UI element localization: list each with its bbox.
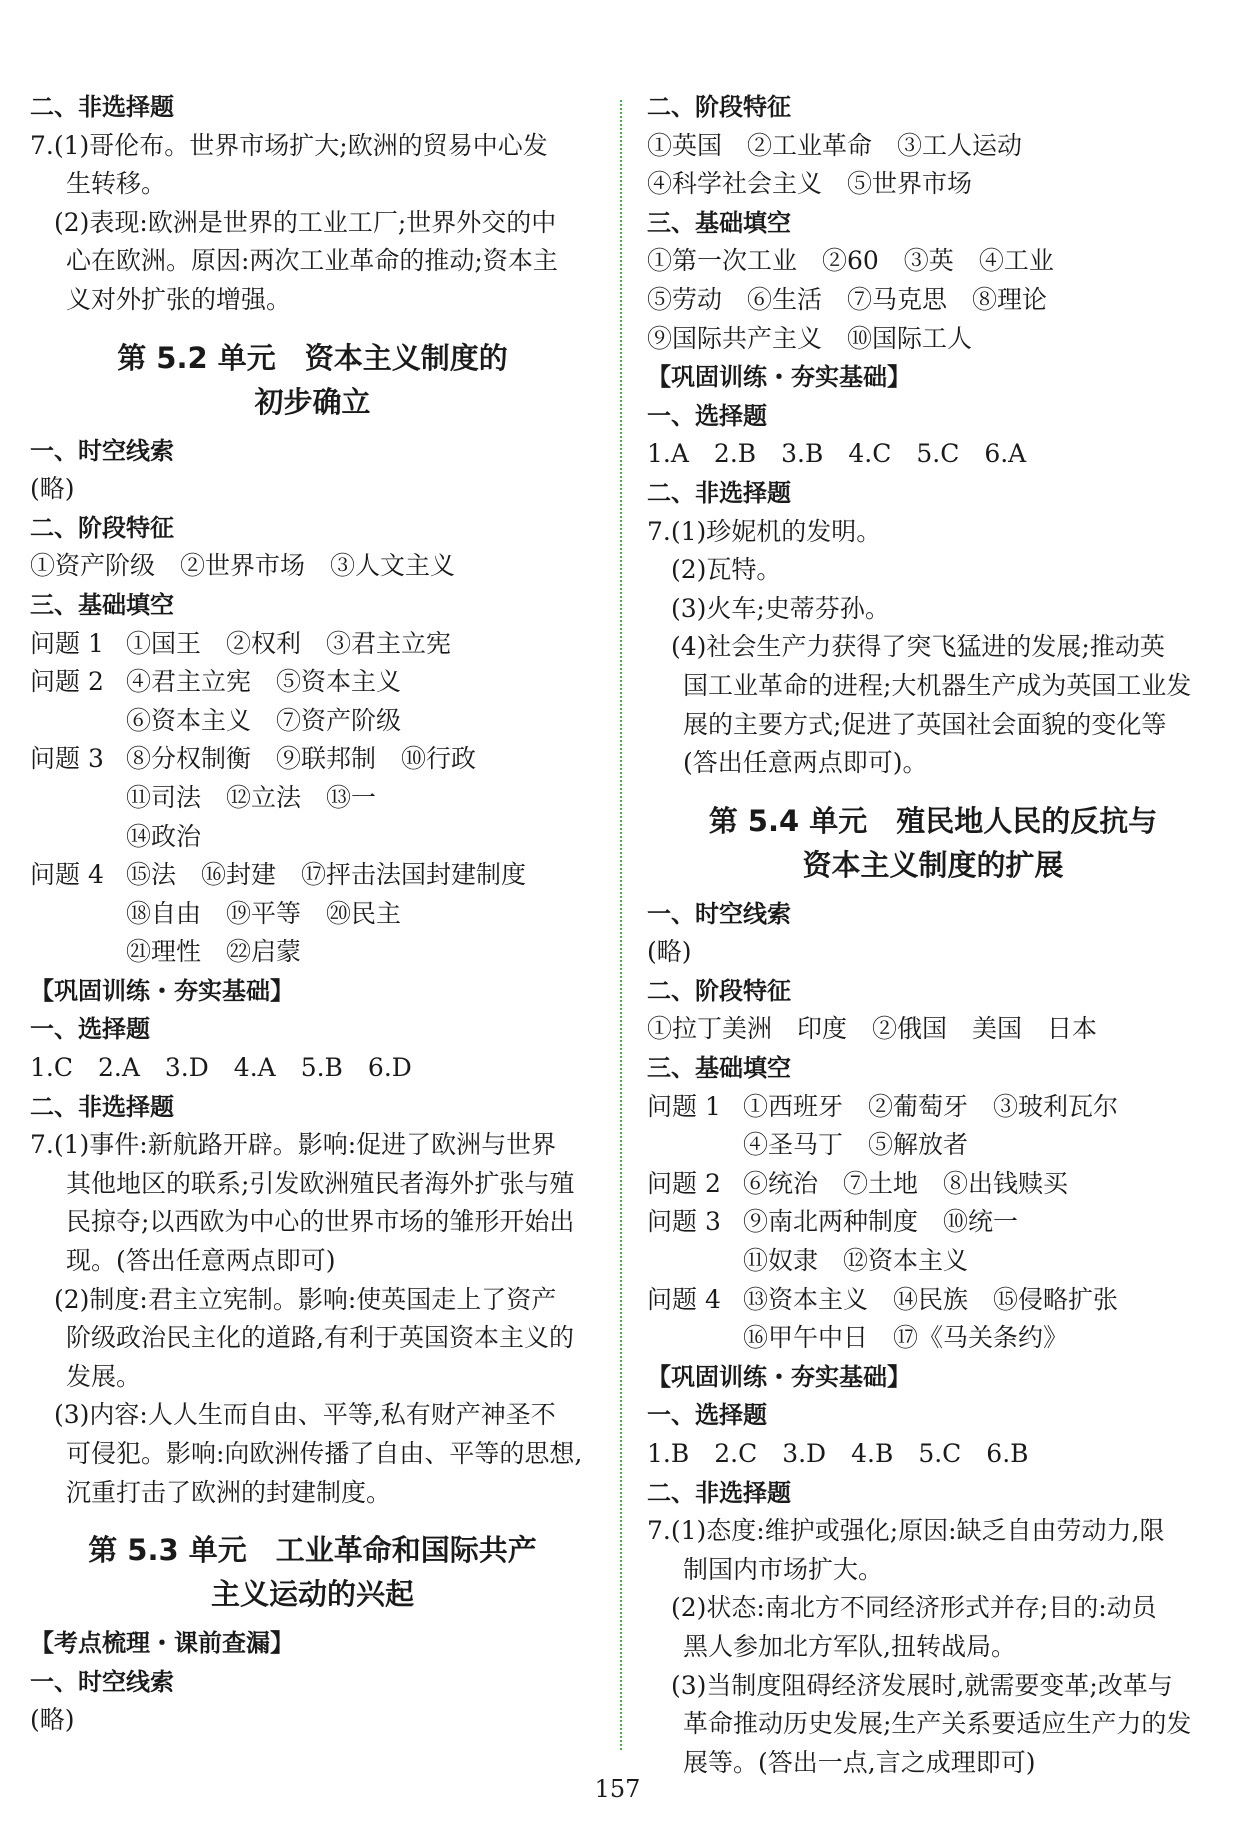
answer-line: ⑨南北两种制度 ⑩统一 xyxy=(743,1207,1019,1237)
question-label: 问题 1 xyxy=(30,628,104,658)
section-heading: 二、非选择题 xyxy=(30,93,174,121)
right-column xyxy=(647,88,1219,1782)
answer-line: 心在欧洲。原因:两次工业革命的推动;资本主 xyxy=(66,246,558,276)
section-heading: 二、非选择题 xyxy=(647,1478,791,1507)
question-row xyxy=(30,856,595,895)
answer-line: 发展。 xyxy=(66,1361,142,1391)
unit-title-5-3-cont: 主义运动的兴起 xyxy=(210,1577,414,1612)
answer-line: ①英国 ②工业革命 ③工人运动 xyxy=(647,130,1023,160)
section-heading: 一、时空线索 xyxy=(30,436,174,465)
bracket-heading: 【考点梳理・课前查漏】 xyxy=(30,1629,294,1658)
bracket-heading: 【巩固训练・夯实基础】 xyxy=(647,363,911,392)
answer-line: (略) xyxy=(647,937,692,967)
answer-line: 制国内市场扩大。 xyxy=(683,1554,884,1584)
answer-line: ⑬资本主义 ⑭民族 ⑮侵略扩张 xyxy=(743,1284,1119,1314)
answer-line: (4)社会生产力获得了突飞猛进的发展;推动英 xyxy=(671,632,1165,662)
answer-line: 7.(1)事件:新航路开辟。影响:促进了欧洲与世界 xyxy=(30,1130,557,1160)
section-heading: 一、选择题 xyxy=(647,1401,767,1430)
section-heading: 二、阶段特征 xyxy=(30,513,174,542)
answer-line: 可侵犯。影响:向欧洲传播了自由、平等的思想, xyxy=(66,1439,583,1468)
answer-line: ①拉丁美洲 印度 ②俄国 美国 日本 xyxy=(647,1014,1098,1044)
section-heading: 一、时空线索 xyxy=(30,1667,174,1696)
answer-line: ⑯甲午中日 ⑰《马关条约》 xyxy=(743,1323,1069,1353)
section-heading: 二、非选择题 xyxy=(647,478,791,507)
section-heading: 三、基础填空 xyxy=(30,590,174,619)
section-heading: 二、非选择题 xyxy=(30,1092,174,1121)
answer-line: ①资产阶级 ②世界市场 ③人文主义 xyxy=(30,551,456,581)
answer-line: ㉑理性 ㉒启蒙 xyxy=(126,937,302,967)
unit-title-5-4-cont: 资本主义制度的扩展 xyxy=(802,847,1064,882)
question-row xyxy=(30,702,595,741)
question-row xyxy=(30,740,595,779)
unit-title-5-3: 第 5.3 单元 工业革命和国际共产 xyxy=(88,1533,537,1568)
section-heading: 一、选择题 xyxy=(30,1015,150,1044)
answer-line: ⑪司法 ⑫立法 ⑬一 xyxy=(126,782,377,812)
question-label: 问题 2 xyxy=(647,1168,721,1198)
question-row xyxy=(30,779,595,818)
answer-line: 义对外扩张的增强。 xyxy=(66,284,292,314)
answer-line: 展等。(答出一点,言之成理即可) xyxy=(683,1747,1036,1777)
question-row xyxy=(647,1203,1219,1242)
answer-line: (3)当制度阻碍经济发展时,就需要变革;改革与 xyxy=(671,1670,1173,1700)
question-row xyxy=(30,625,595,664)
section-heading: 二、阶段特征 xyxy=(647,93,791,121)
answer-line: ⑧分权制衡 ⑨联邦制 ⑩行政 xyxy=(126,744,477,774)
answer-line: 国工业革命的进程;大机器生产成为英国工业发 xyxy=(683,670,1192,700)
answer-line: ①国王 ②权利 ③君主立宪 xyxy=(126,628,452,658)
answer-line: 阶级政治民主化的道路,有利于英国资本主义的 xyxy=(66,1323,574,1353)
answer-line: (2)瓦特。 xyxy=(671,555,782,585)
question-label: 问题 3 xyxy=(30,744,104,774)
column-divider xyxy=(620,100,622,1750)
answer-line: 展的主要方式;促进了英国社会面貌的变化等 xyxy=(683,709,1167,739)
answer-line: ⑱自由 ⑲平等 ⑳民主 xyxy=(126,898,402,928)
answer-line: ⑥资本主义 ⑦资产阶级 xyxy=(126,705,402,735)
answer-line: 黑人参加北方军队,扭转战局。 xyxy=(683,1631,1016,1661)
question-label: 问题 4 xyxy=(30,860,104,890)
answer-line: 7.(1)珍妮机的发明。 xyxy=(647,516,882,546)
question-row xyxy=(647,1281,1219,1320)
question-label: 问题 4 xyxy=(647,1284,721,1314)
section-heading: 三、基础填空 xyxy=(647,208,791,237)
page-number: 157 xyxy=(594,1775,641,1803)
answer-line: ④圣马丁 ⑤解放者 xyxy=(743,1130,969,1160)
answer-line: ①第一次工业 ②60 ③英 ④工业 xyxy=(647,246,1054,276)
answer-line: ①西班牙 ②葡萄牙 ③玻利瓦尔 xyxy=(743,1091,1119,1121)
answer-line: ⑨国际共产主义 ⑩国际工人 xyxy=(647,323,973,353)
answer-line: (2)状态:南北方不同经济形式并存;目的:动员 xyxy=(671,1593,1157,1623)
answer-line: 1.B 2.C 3.D 4.B 5.C 6.B xyxy=(647,1439,1029,1468)
question-row xyxy=(647,1242,1219,1281)
section-heading: 一、选择题 xyxy=(647,401,767,430)
unit-title-5-4: 第 5.4 单元 殖民地人民的反抗与 xyxy=(708,803,1158,838)
answer-line: (2)制度:君主立宪制。影响:使英国走上了资产 xyxy=(54,1284,557,1314)
bracket-heading: 【巩固训练・夯实基础】 xyxy=(647,1362,911,1391)
question-label: 问题 3 xyxy=(647,1207,721,1237)
answer-line: (略) xyxy=(30,1705,75,1735)
question-row xyxy=(647,1088,1219,1127)
answer-line: 1.A 2.B 3.B 4.C 5.C 6.A xyxy=(647,439,1027,469)
section-heading: 一、时空线索 xyxy=(647,899,791,928)
answer-line: 沉重打击了欧洲的封建制度。 xyxy=(66,1477,392,1507)
answer-line: (2)表现:欧洲是世界的工业工厂;世界外交的中 xyxy=(54,207,557,237)
answer-line: ⑤劳动 ⑥生活 ⑦马克思 ⑧理论 xyxy=(647,284,1048,314)
section-heading: 三、基础填空 xyxy=(647,1054,791,1083)
answer-line: (3)火车;史蒂芬孙。 xyxy=(671,593,890,623)
answer-line: (略) xyxy=(30,474,75,504)
question-row xyxy=(647,1165,1219,1204)
question-row xyxy=(647,1126,1219,1165)
answer-line: 其他地区的联系;引发欧洲殖民者海外扩张与殖 xyxy=(66,1168,575,1198)
answer-line: 7.(1)哥伦布。世界市场扩大;欧洲的贸易中心发 xyxy=(30,130,548,160)
answer-line: 生转移。 xyxy=(66,169,167,199)
question-row xyxy=(30,818,595,857)
answer-line: ⑪奴隶 ⑫资本主义 xyxy=(743,1246,969,1276)
question-label: 问题 1 xyxy=(647,1091,721,1121)
answer-line: ⑭政治 xyxy=(126,821,202,851)
question-label: 问题 2 xyxy=(30,667,104,697)
answer-line: ④君主立宪 ⑤资本主义 xyxy=(126,667,402,697)
unit-title-5-2-cont: 初步确立 xyxy=(254,384,371,419)
answer-line: ④科学社会主义 ⑤世界市场 xyxy=(647,169,973,199)
question-row xyxy=(647,1319,1219,1358)
answer-line: (答出任意两点即可)。 xyxy=(683,748,928,778)
answer-line: (3)内容:人人生而自由、平等,私有财产神圣不 xyxy=(54,1400,556,1430)
answer-line: ⑥统治 ⑦土地 ⑧出钱赎买 xyxy=(743,1168,1069,1198)
answer-line: 1.C 2.A 3.D 4.A 5.B 6.D xyxy=(30,1053,412,1083)
answer-line: 革命推动历史发展;生产关系要适应生产力的发 xyxy=(683,1709,1192,1739)
answer-line: ⑮法 ⑯封建 ⑰抨击法国封建制度 xyxy=(126,860,527,890)
section-heading: 二、阶段特征 xyxy=(647,976,791,1005)
answer-line: 7.(1)态度:维护或强化;原因:缺乏自由劳动力,限 xyxy=(647,1516,1165,1546)
unit-title-5-2: 第 5.2 单元 资本主义制度的 xyxy=(117,340,508,375)
answer-line: 现。(答出任意两点即可) xyxy=(66,1246,336,1276)
question-row xyxy=(30,933,595,972)
left-column xyxy=(30,88,595,1740)
question-row xyxy=(30,895,595,934)
answer-line: 民掠夺;以西欧为中心的世界市场的雏形开始出 xyxy=(66,1207,575,1237)
bracket-heading: 【巩固训练・夯实基础】 xyxy=(30,976,294,1005)
question-row xyxy=(30,663,595,702)
